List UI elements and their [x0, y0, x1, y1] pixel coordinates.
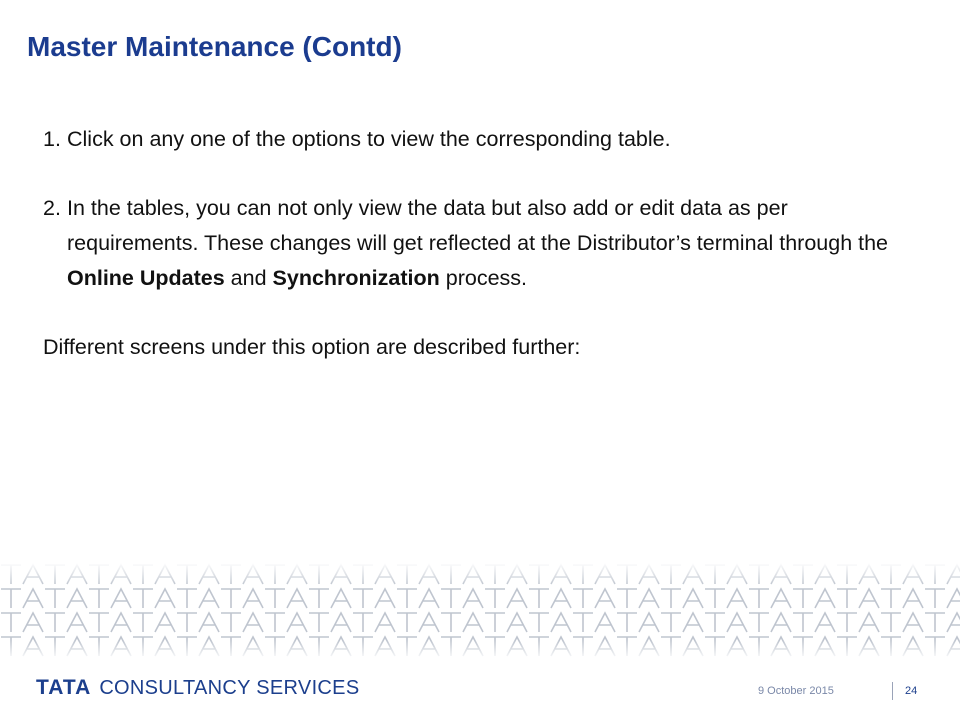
online-updates-term: Online Updates	[67, 266, 225, 290]
list-item-text: process.	[439, 266, 527, 290]
footer-divider	[892, 682, 893, 700]
page-number: 24	[905, 685, 918, 697]
footer-date: 9 October 2015	[758, 685, 834, 697]
list-item-number: 2.	[43, 196, 61, 220]
list-item	[43, 122, 923, 157]
tata-pattern-band	[0, 562, 960, 660]
list-item-text: In the tables, you can not only view the data but also add or edit data as per requirements. These changes will get reflected at the Distributor’s terminal through the	[67, 196, 889, 255]
list-item-text: Click on any one of the options to view the corresponding table.	[67, 127, 671, 151]
logo-text: CONSULTANCY SERVICES	[99, 677, 360, 699]
logo-brand: TATA	[36, 676, 92, 699]
slide-body	[43, 122, 923, 365]
synchronization-term: Synchronization	[272, 266, 440, 290]
tcs-logo	[36, 676, 359, 700]
slide-title: Master Maintenance (Contd)	[27, 31, 402, 62]
numbered-list	[43, 122, 923, 296]
list-item	[43, 191, 923, 296]
list-item-number: 1.	[43, 127, 61, 151]
list-item-text: and	[224, 266, 273, 290]
closing-paragraph: Different screens under this option are described further:	[43, 335, 581, 359]
